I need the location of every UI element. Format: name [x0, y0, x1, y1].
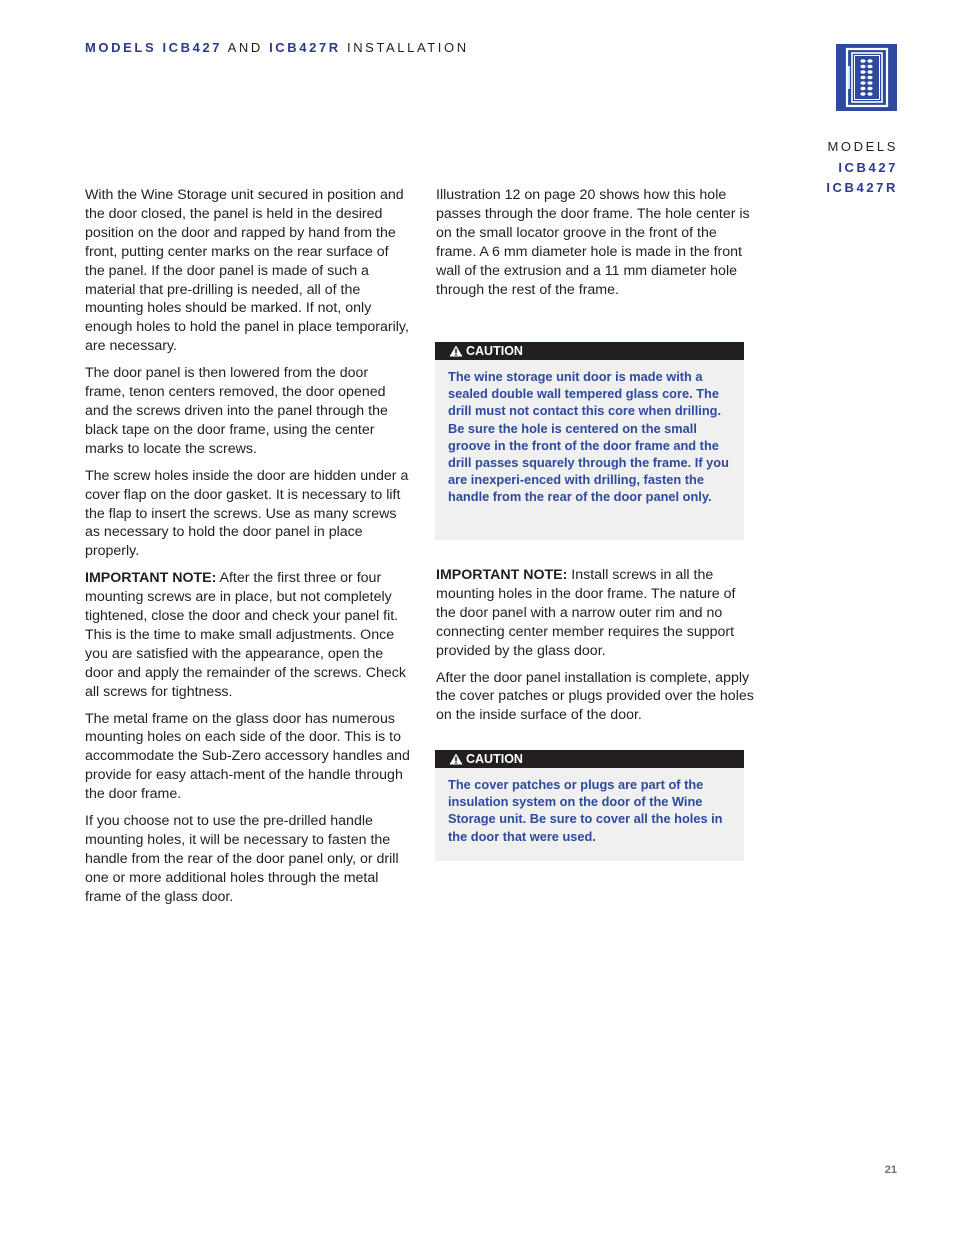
header-model-2: ICB427R	[269, 40, 341, 55]
caution-label: CAUTION	[466, 344, 523, 358]
right-column-bottom	[436, 566, 758, 733]
side-model-list	[826, 137, 898, 199]
caution-header	[435, 750, 744, 768]
running-header	[85, 40, 469, 55]
side-model-2: ICB427R	[826, 180, 898, 195]
side-models-label: MODELS	[827, 139, 898, 154]
paragraph: Illustration 12 on page 20 shows how this hole passes through the door frame. The hole center is on the small locator groove in the front of the frame. A 6 mm diameter hole is made in the front wall of the extrusion and a 11 mm diameter hole through the rest of the frame.	[436, 187, 750, 298]
left-column	[85, 186, 410, 915]
important-note-label: IMPORTANT NOTE:	[85, 570, 217, 587]
paragraph: With the Wine Storage unit secured in position and the door closed, the panel is held in the desired position on the door and rapped by hand from the front, putting center marks on the rear surface of the panel. If the door panel is made of such a material that pre-drilling is needed, all of the mounting holes should be marked. If not, only enough holes to hold the panel in place temporarily, are necessary.	[85, 187, 409, 355]
caution-box	[435, 342, 744, 540]
important-note-label: IMPORTANT NOTE:	[436, 567, 568, 583]
header-and: AND	[227, 40, 263, 55]
caution-label: CAUTION	[466, 752, 523, 766]
wine-storage-unit-icon	[836, 44, 897, 111]
paragraph: The metal frame on the glass door has numerous mounting holes on each side of the door. This is to accommodate the Sub-Zero accessory handles and provide for easy attach-ment of the handle through the door frame.	[85, 710, 410, 803]
caution-box	[435, 750, 744, 861]
important-note-paragraph	[436, 566, 758, 661]
header-model-1: ICB427	[162, 40, 223, 55]
paragraph: The screw holes inside the door are hidden under a cover flap on the door gasket. It is necessary to lift the flap to insert the screws. Use as many screws as necessary to hold the door panel in place properly.	[85, 467, 409, 560]
header-section: INSTALLATION	[346, 40, 469, 55]
warning-triangle-icon	[449, 753, 463, 765]
paragraph: If you choose not to use the pre-drilled handle mounting holes, it will be necessary to fasten the handle from the rear of the door panel only, or drill one or more additional holes through the metal frame of the glass door.	[85, 813, 399, 905]
warning-triangle-icon	[449, 345, 463, 357]
paragraph: After the door panel installation is complete, apply the cover patches or plugs provided over the holes on the inside surface of the door.	[436, 669, 754, 724]
page-number: 21	[884, 1164, 897, 1176]
side-model-1: ICB427	[838, 159, 898, 175]
caution-text: The cover patches or plugs are part of the insulation system on the door of the Wine Storage unit. Be sure to cover all the holes in the door that were used.	[448, 777, 723, 844]
caution-text: The wine storage unit door is made with a sealed double wall tempered glass core. The drill must not contact this core when drilling. Be sure the hole is centered on the small groove in the front of the door frame and the drill passes squarely through the frame. If you are inexperi-enced with drilling, fasten the handle from the rear of the door panel only.	[448, 369, 729, 505]
caution-header	[435, 342, 744, 360]
important-note-text: Install screws in all the mounting holes in the door frame. The nature of the door panel with a narrow outer rim and no connecting center member requires the support provided by the glass door.	[436, 567, 736, 659]
paragraph: The door panel is then lowered from the door frame, tenon centers removed, the door opened and the screws driven into the panel through the black tape on the door frame, using the center marks to locate the screws.	[85, 365, 388, 457]
right-column-top	[436, 186, 758, 321]
important-note-text: After the first three or four mounting screws are in place, but not completely tightened, close the door and check your panel fit. This is the time to make small adjustments. Once you are satisfied with the appearance, open the door and apply the remainder of the screws. Check all screws for tightness.	[85, 570, 406, 700]
important-note-paragraph	[85, 569, 410, 701]
header-models: MODELS	[85, 40, 157, 55]
